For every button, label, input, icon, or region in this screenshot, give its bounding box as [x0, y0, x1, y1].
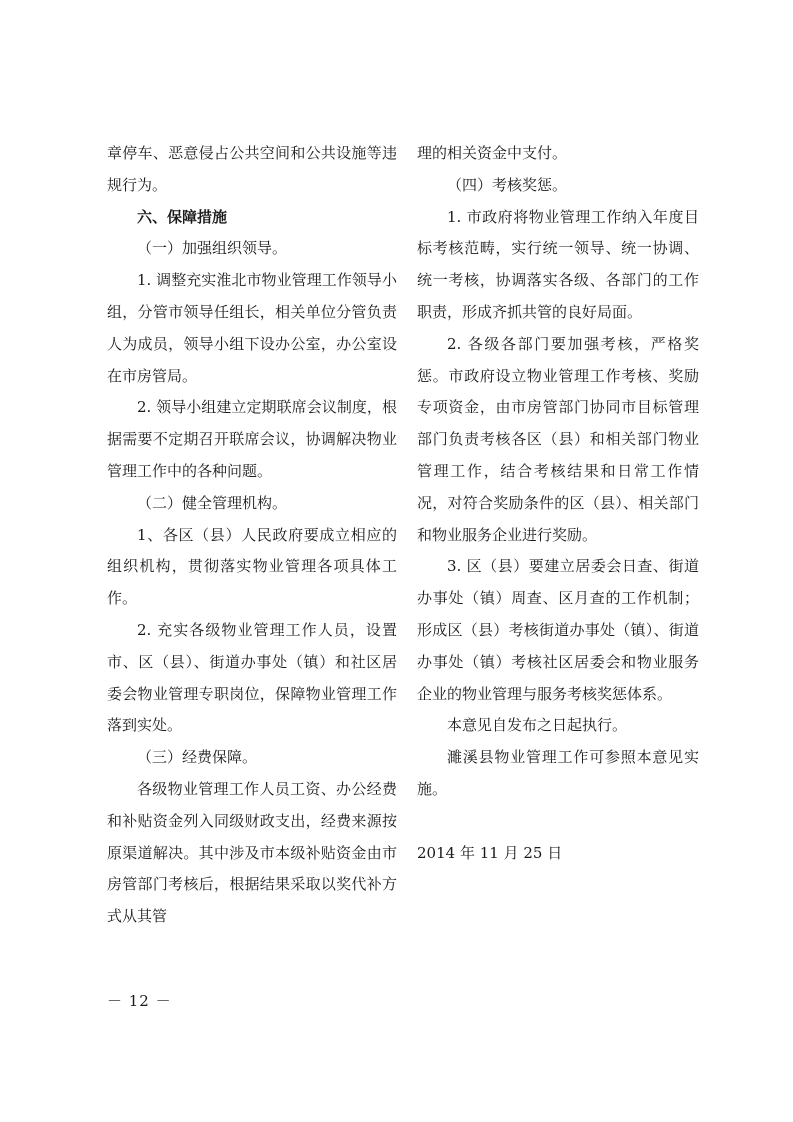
section-heading: 六、保障措施 [137, 207, 228, 226]
left-paragraph: 1、各区（县）人民政府要成立相应的组织机构，贯彻落实物业管理各项具体工作。 [107, 525, 397, 608]
left-paragraph: 2. 充实各级物业管理工作人员，设置市、区（县）、街道办事处（镇）和社区居委会物业管理专职岗位，保障物业管理工作落到实处。 [107, 620, 397, 735]
subsection-heading: （四）考核奖惩。 [447, 175, 568, 194]
page-number: － 12 － [107, 992, 172, 1010]
left-paragraph: 各级物业管理工作人员工资、办公经费和补贴资金列入同级财政支出，经费来源按原渠道解决。其中涉及市本级补贴资金由市房管部门考核后，根据结果采取以奖代补方式从其管 [107, 779, 397, 926]
subsection-heading: （三）经费保障。 [137, 748, 258, 767]
right-paragraph: 2. 各级各部门要加强考核，严格奖惩。市政府设立物业管理工作考核、奖励专项资金，由市房管部门协同市目标管理部门负责考核各区（县）和相关部门物业管理工作，结合考核结果和日常工作情况，对符合奖励条件的区（县）、相关部门和物业服务企业进行奖励。 [417, 334, 699, 544]
reference-clause: 濉溪县物业管理工作可参照本意见实施。 [417, 748, 699, 798]
left-column [107, 138, 397, 933]
subsection-heading: （一）加强组织领导。 [137, 239, 288, 258]
right-column [417, 138, 699, 870]
right-paragraph: 理的相关资金中支付。 [417, 144, 568, 162]
effective-clause: 本意见自发布之日起执行。 [447, 716, 628, 735]
right-paragraph: 3. 区（县）要建立居委会日查、街道办事处（镇）周查、区月查的工作机制；形成区（县）考核街道办事处（镇）、街道办事处（镇）考核社区居委会和物业服务企业的物业管理与服务考核奖惩体系。 [417, 557, 699, 703]
left-paragraph: 1. 调整充实淮北市物业管理工作领导小组，分管市领导任组长，相关单位分管负责人为成员，领导小组下设办公室，办公室设在市房管局。 [107, 271, 397, 385]
issue-date: 2014 年 11 月 25 日 [417, 843, 563, 862]
subsection-heading: （二）健全管理机构。 [137, 493, 288, 512]
right-paragraph: 1. 市政府将物业管理工作纳入年度目标考核范畴，实行统一领导、统一协调、统一考核，协调落实各级、各部门的工作职责，形成齐抓共管的良好局面。 [417, 207, 699, 321]
left-paragraph: 章停车、恶意侵占公共空间和公共设施等违规行为。 [107, 144, 397, 194]
left-paragraph: 2. 领导小组建立定期联席会议制度，根据需要不定期召开联席会议，协调解决物业管理工作中的各种问题。 [107, 398, 397, 480]
